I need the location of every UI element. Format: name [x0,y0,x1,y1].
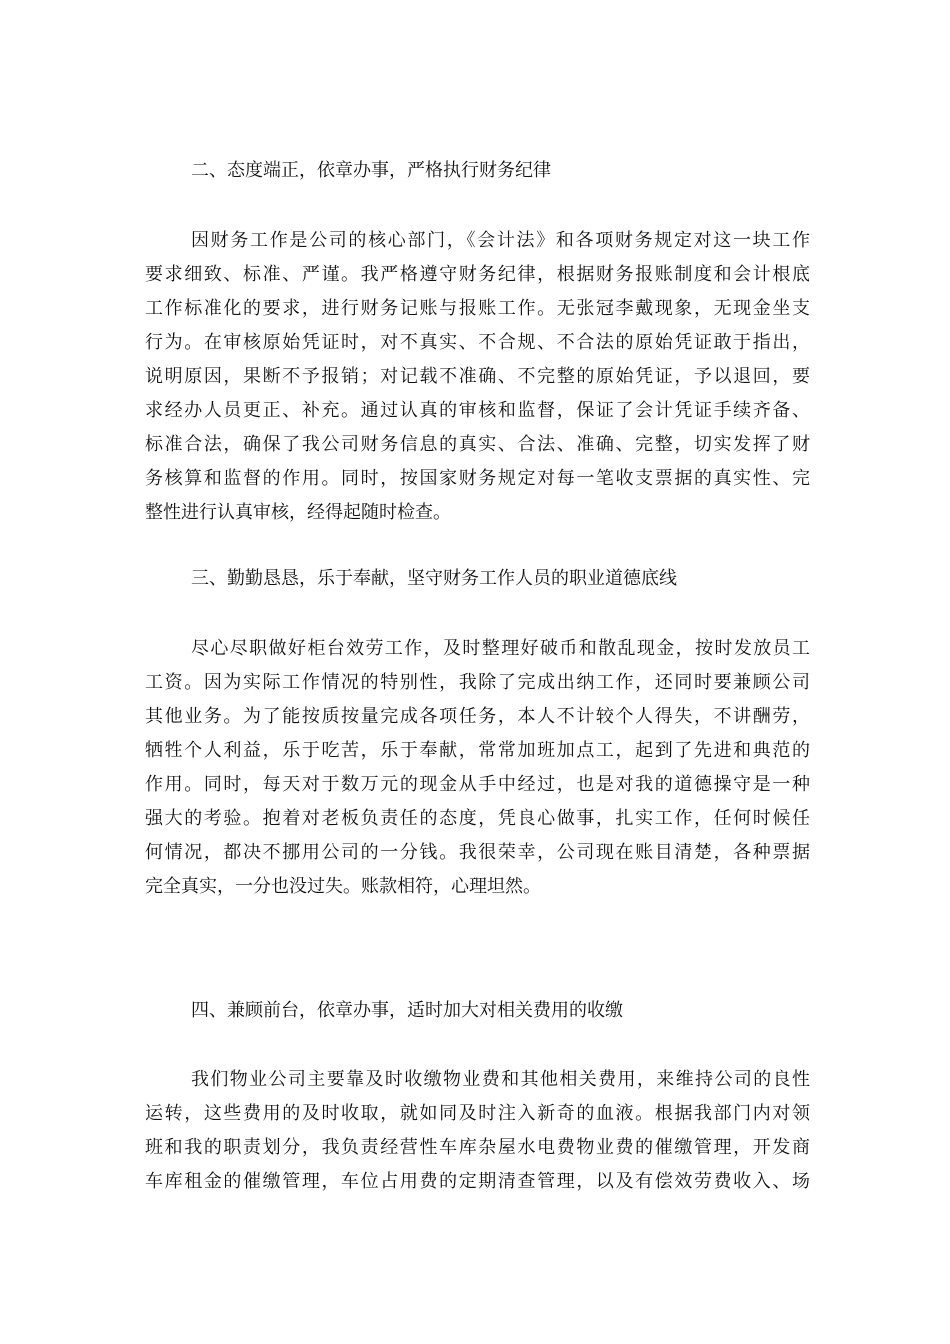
paragraph-line: 其他业务。为了能按质按量完成各项任务，本人不计较个人得失，不讲酬劳， [145,706,810,727]
section-3-paragraph [145,632,810,904]
paragraph-line: 说明原因，果断不予报销；对记载不准确、不完整的原始凭证，予以退回，要 [145,366,810,387]
section-2-heading [145,154,810,188]
section-4-heading [145,994,810,1028]
paragraph-line: 牺牲个人利益，乐于吃苦，乐于奉献，常常加班加点工，起到了先进和典范的 [145,740,810,761]
section-2-paragraph [145,224,810,530]
section-4-paragraph [145,1063,810,1199]
paragraph-line: 要求细致、标准、严谨。我严格遵守财务纪律，根据财务报账制度和会计根底 [145,264,810,285]
paragraph-line: 车库租金的催缴管理，车位占用费的定期清查管理，以及有偿效劳费收入、场 [145,1171,810,1192]
paragraph-line: 尽心尽职做好柜台效劳工作，及时整理好破币和散乱现金，按时发放员工 [191,638,810,659]
paragraph-line: 班和我的职责划分，我负责经营性车库杂屋水电费物业费的催缴管理，开发商 [145,1137,810,1158]
paragraph-line: 因财务工作是公司的核心部门，《会计法》和各项财务规定对这一块工作 [191,230,810,251]
paragraph-line: 我们物业公司主要靠及时收缴物业费和其他相关费用，来维持公司的良性 [191,1069,810,1090]
paragraph-line: 作用。同时，每天对于数万元的现金从手中经过，也是对我的道德操守是一种 [145,774,810,795]
paragraph-line: 工作标准化的要求，进行财务记账与报账工作。无张冠李戴现象，无现金坐支 [145,298,810,319]
paragraph-line: 强大的考验。抱着对老板负责任的态度，凭良心做事，扎实工作，任何时候任 [145,808,810,829]
paragraph-line: 务核算和监督的作用。同时，按国家财务规定对每一笔收支票据的真实性、完 [145,468,810,489]
section-heading: 三、勤勤恳恳，乐于奉献，坚守财务工作人员的职业道德底线 [191,568,677,589]
paragraph-line: 求经办人员更正、补充。通过认真的审核和监督，保证了会计凭证手续齐备、 [145,400,810,421]
paragraph-line: 运转，这些费用的及时收取，就如同及时注入新奇的血液。根据我部门内对领 [145,1103,810,1124]
paragraph-line: 何情况，都决不挪用公司的一分钱。我很荣幸，公司现在账目清楚，各种票据 [145,842,810,863]
section-heading: 二、态度端正，依章办事，严格执行财务纪律 [191,160,551,181]
section-heading: 四、兼顾前台，依章办事，适时加大对相关费用的收缴 [191,1000,623,1021]
paragraph-line: 标准合法，确保了我公司财务信息的真实、合法、准确、完整，切实发挥了财 [145,434,810,455]
paragraph-line: 整性进行认真审核，经得起随时检查。 [145,502,451,523]
paragraph-line: 工资。因为实际工作情况的特别性，我除了完成出纳工作，还同时要兼顾公司 [145,672,810,693]
section-3-heading [145,562,810,596]
paragraph-line: 行为。在审核原始凭证时，对不真实、不合规、不合法的原始凭证敢于指出， [145,332,810,353]
paragraph-line: 完全真实，一分也没过失。账款相符，心理坦然。 [145,876,541,897]
